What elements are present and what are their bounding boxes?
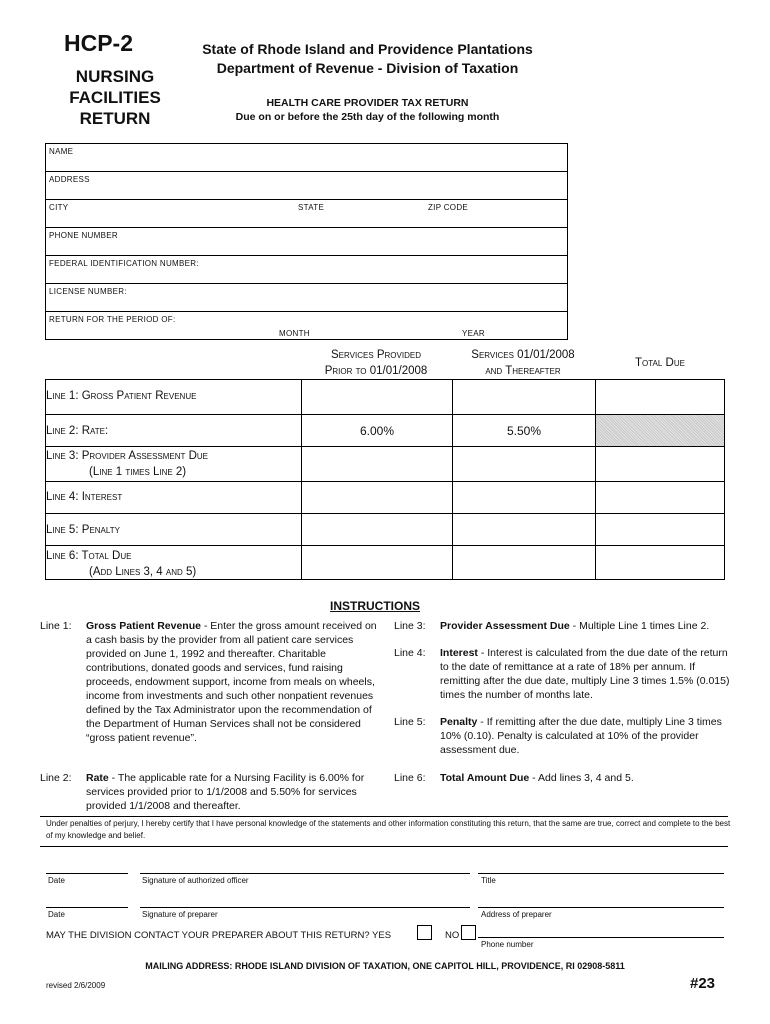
preparer-phone-field[interactable] — [478, 920, 724, 936]
name-field[interactable] — [46, 156, 567, 170]
col-head-prior: Services Provided Prior to 01/01/2008 — [324, 349, 428, 377]
line1-after-input[interactable] — [453, 380, 595, 414]
line5-total-input[interactable] — [596, 514, 724, 545]
rate-prior: 6.00% — [359, 424, 395, 438]
instruction-line2: Line 2: Rate - The applicable rate for a Nursing Facility is 6.00% for services provided prior to 1/1/2008 and 5.50% for services provided 1/1/2008 and thereafter. — [40, 772, 365, 812]
license-label: LICENSE NUMBER: — [49, 287, 127, 296]
line1-prior-input[interactable] — [302, 380, 452, 414]
line3-after-input[interactable] — [453, 447, 595, 481]
state-label: STATE — [298, 203, 325, 212]
month-label: MONTH — [279, 329, 310, 338]
instruction-line5: Line 5: Penalty - If remitting after the due date, multiply Line 3 times 10% (0.10). Penalty is calculated at 10% of the provider assessment due. — [394, 716, 722, 756]
instruction-line4: Line 4: Interest - Interest is calculated from the due date of the return to the date of remittance at a rate of 18% per annum. If remitting after the due date, multiply Line 3 times 1.5% (0.015) times the number of months late. — [394, 647, 730, 701]
line4-label: Line 4: Interest — [46, 491, 123, 503]
officer-signature-label: Signature of authorized officer — [142, 876, 249, 885]
no-checkbox[interactable] — [461, 925, 476, 940]
phone-label: PHONE NUMBER — [49, 231, 118, 240]
name-label: NAME — [49, 147, 74, 156]
line4-total-input[interactable] — [596, 482, 724, 513]
taxpayer-info-box — [45, 143, 568, 340]
rate-after: 5.50% — [506, 424, 542, 438]
phone-number-label: Phone number — [481, 940, 534, 949]
rate-total-shaded — [596, 415, 724, 446]
year-label: YEAR — [462, 329, 485, 338]
fein-field[interactable] — [46, 268, 567, 282]
zip-label: ZIP CODE — [428, 203, 469, 212]
address-field[interactable] — [46, 184, 567, 198]
line1-total-input[interactable] — [596, 380, 724, 414]
col-head-total: Total Due — [635, 357, 685, 369]
instruction-line3: Line 3: Provider Assessment Due - Multiple Line 1 times Line 2. — [394, 620, 710, 632]
address-label: ADDRESS — [49, 175, 90, 184]
line5-label: Line 5: Penalty — [46, 524, 120, 536]
officer-signature-field[interactable] — [140, 852, 470, 872]
title-field[interactable] — [478, 852, 724, 872]
preparer-address-label: Address of preparer — [481, 910, 552, 919]
instruction-line1: Line 1: Gross Patient Revenue - Enter the gross amount received on a cash basis by the provider from all patient care services provided on June 1, 1992 and thereafter. Charitable contributions, donated goods and services, fund raising proceeds, endowment support, income from meals on wheels, income from investments and such other nonpatient revenues defined by the Tax Administrator upon the recommendation of the Department of Human Services shall not be considered “gross patient revenue”. — [40, 620, 377, 744]
preparer-date-field[interactable] — [46, 886, 128, 906]
instructions-title: INSTRUCTIONS — [330, 599, 420, 613]
page-number: #23 — [690, 975, 716, 992]
line6-label: Line 6: Total Due (Add Lines 3, 4 and 5) — [46, 550, 197, 578]
form-code: HCP-2 — [64, 30, 134, 56]
contact-question: MAY THE DIVISION CONTACT YOUR PREPARER ABOUT THIS RETURN? YES — [46, 930, 392, 941]
line6-total-input[interactable] — [596, 546, 724, 579]
yes-checkbox[interactable] — [417, 925, 432, 940]
mailing-address: MAILING ADDRESS: RHODE ISLAND DIVISION OF TAXATION, ONE CAPITOL HILL, PROVIDENCE, RI 02908-5811 — [145, 961, 625, 971]
period-label: RETURN FOR THE PERIOD OF: — [49, 315, 176, 324]
perjury-statement: Under penalties of perjury, I hereby certify that I have personal knowledge of the statements and other information constituting this return, that the same are true, correct and complete to the best of my knowledge and belief. — [46, 819, 731, 840]
col-head-after: Services 01/01/2008 and Thereafter — [471, 349, 575, 377]
no-label: NO — [445, 930, 460, 941]
phone-field[interactable] — [46, 240, 567, 254]
return-title: HEALTH CARE PROVIDER TAX RETURN Due on or before the 25th day of the following month — [235, 97, 500, 123]
line3-total-input[interactable] — [596, 447, 724, 481]
city-state-zip-field[interactable] — [46, 212, 567, 226]
preparer-signature-field[interactable] — [140, 886, 470, 906]
revised-date: revised 2/6/2009 — [46, 981, 106, 990]
city-label: CITY — [49, 203, 69, 212]
instruction-line6: Line 6: Total Amount Due - Add lines 3, 4 and 5. — [394, 772, 634, 784]
line3-prior-input[interactable] — [302, 447, 452, 481]
title-label: Title — [481, 876, 496, 885]
form-name: NURSING FACILITIES RETURN — [69, 67, 161, 128]
assessment-table — [45, 379, 725, 580]
preparer-signature-label: Signature of preparer — [142, 910, 218, 919]
date-label-1: Date — [48, 876, 65, 885]
agency-heading: State of Rhode Island and Providence Plantations Department of Revenue - Division of Taxation — [202, 41, 533, 76]
date-label-2: Date — [48, 910, 65, 919]
line2-label: Line 2: Rate: — [46, 425, 109, 437]
fein-label: FEDERAL IDENTIFICATION NUMBER: — [49, 259, 199, 268]
preparer-address-field[interactable] — [478, 886, 724, 906]
officer-date-field[interactable] — [46, 852, 128, 872]
line3-label: Line 3: Provider Assessment Due (Line 1 times Line 2) — [46, 450, 209, 478]
line1-label: Line 1: Gross Patient Revenue — [46, 390, 197, 402]
license-field[interactable] — [46, 296, 567, 310]
